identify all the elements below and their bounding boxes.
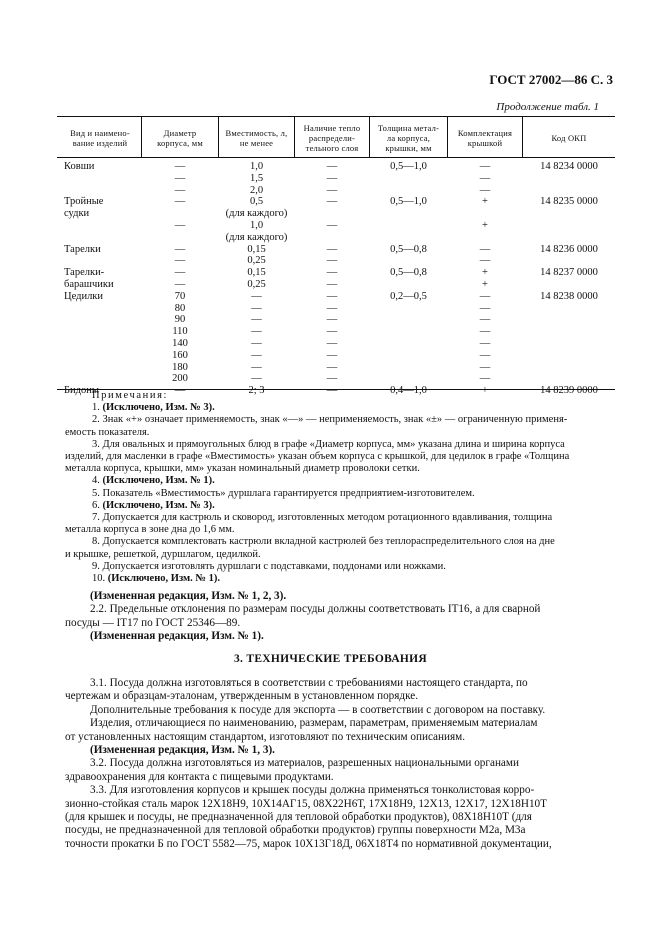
- table-column-name: Ковши Тройные судки Тарелки Тарелки- барашчики Цедилки Бидоны: [64, 161, 114, 397]
- paragraph-3-1-products-cont: от установленных настоящим стандартом, изготовляют по техническим описаниям.: [65, 730, 466, 743]
- table-column-okp-code: 14 8234 0000 14 8235 0000 14 8236 0000 14 8237 0000 14 8238 0000 14 8239 0000: [540, 161, 598, 397]
- page-header: ГОСТ 27002—86 С. 3: [489, 72, 613, 87]
- column-header-lid: Комплектация крышкой: [457, 128, 513, 148]
- note-3-cont2: металла корпуса, крышки, мм» указан номинальный диаметр проволоки сетки.: [65, 463, 420, 475]
- note-8: 8. Допускается комплектовать кастрюли вкладной кастрюлей без теплораспределительного слоя на дне: [92, 536, 555, 548]
- edit-note-2: (Измененная редакция, Изм. № 1).: [90, 630, 264, 643]
- header-divider: [57, 157, 615, 158]
- column-header-diameter: Диаметр корпуса, мм: [157, 128, 203, 148]
- paragraph-3-2: 3.2. Посуда должна изготовляться из материалов, разрешенных национальными органами: [90, 757, 519, 770]
- note-7-cont: металла корпуса в зоне дна до 1,6 мм.: [65, 524, 235, 536]
- paragraph-2-2-cont: посуды — IT17 по ГОСТ 25346—89.: [65, 616, 241, 629]
- paragraph-3-3-cont1: зионно-стойкая сталь марок 12Х18Н9, 10Х14АГ15, 08Х22Н6Т, 17Х18Н9, 12Х13, 12Х17, 12Х18Н10Т: [65, 797, 547, 810]
- paragraph-3-1-extra: Дополнительные требования к посуде для экспорта — в соответствии с договором на поставку.: [90, 703, 546, 716]
- paragraph-3-2-cont: здравоохранения для контакта с пищевыми продуктами.: [65, 770, 334, 783]
- paragraph-3-1: 3.1. Посуда должна изготовляться в соответствии с требованиями настоящего стандарта, по: [90, 677, 528, 689]
- section-3-title: 3. ТЕХНИЧЕСКИЕ ТРЕБОВАНИЯ: [233, 653, 428, 665]
- table-column-lid: — — — + + — — + + — — — — — — — — +: [479, 161, 491, 397]
- note-2-cont: емость показателя.: [65, 426, 150, 438]
- column-header-heat-layer: Наличие тепло распредели- тельного слоя: [303, 123, 361, 153]
- note-10: 10. (Исключено, Изм. № 1).: [92, 573, 220, 585]
- notes-heading: Примечания:: [92, 390, 169, 401]
- table-column-heat-layer: — — — — — — — — — — — — — — — — — —: [326, 161, 338, 397]
- note-1: 1. (Исключено, Изм. № 3).: [92, 402, 215, 414]
- paragraph-3-3: 3.3. Для изготовления корпусов и крышек посуды должна применяться тонколистовая корро-: [90, 784, 535, 797]
- section-3-block: [65, 677, 612, 851]
- note-4: 4. (Исключено, Изм. № 1).: [92, 475, 215, 487]
- edit-note-3: (Измененная редакция, Изм. № 1, 3).: [90, 744, 275, 757]
- paragraph-3-1-products: Изделия, отличающиеся по наименованию, размерам, параметрам, применяемым материалам: [90, 717, 538, 730]
- note-6: 6. (Исключено, Изм. № 3).: [92, 499, 215, 511]
- note-2: 2. Знак «+» означает применяемость, знак «—» — неприменяемость, знак «±» — ограниченную применя-: [92, 414, 568, 426]
- note-8-cont: и крышке, решеткой, дуршлагом, цедилкой.: [65, 548, 261, 560]
- note-3: 3. Для овальных и прямоугольных блюд в графе «Диаметр корпуса, мм» указана длина и ширина корпуса: [92, 438, 565, 450]
- paragraph-2-2: 2.2. Предельные отклонения по размерам посуды должны соответствовать IT16, а для сварной: [90, 603, 541, 616]
- note-9: 9. Допускается изготовлять дуршлаги с подставками, поддонами или ножками.: [92, 560, 446, 572]
- column-header-okp-code: Код ОКП: [551, 133, 587, 143]
- edit-note-1: (Измененная редакция, Изм. № 1, 2, 3).: [90, 590, 287, 602]
- paragraph-3-3-cont4: точности прокатки Б по ГОСТ 5582—75, марок 10Х13Г18Д, 06Х18Т4 по нормативной документации,: [65, 837, 552, 850]
- table-continuation-label: Продолжение табл. 1: [496, 101, 599, 113]
- paragraph-3-3-cont2: (для крышек и посуды, не предназначенной для тепловой обработки продуктов), 08Х18Н10Т (для: [65, 811, 532, 824]
- column-header-volume: Вместимость, л, не менее: [225, 128, 288, 148]
- paragraph-3-3-cont3: посуды, не предназначенной для тепловой обработки продуктов) группы поверхности М2а, М3а: [65, 824, 526, 837]
- paragraph-3-1-cont: чертежам и образцам-эталонам, утвержденным в установленном порядке.: [65, 690, 419, 703]
- table-column-volume: 1,0 1,5 2,0 0,5 (для каждого) 1,0 (для каждого) 0,15 0,25 0,15 0,25 — — — — — — — — 2; 3: [225, 161, 288, 397]
- column-header-name: Вид и наимено- вание изделий: [70, 128, 130, 148]
- section-2-block: [65, 590, 612, 644]
- table-column-diameter: — — — — — — — — — 70 80 90 110 140 160 180 200 —: [172, 161, 188, 397]
- table-notes: [65, 390, 612, 585]
- note-5: 5. Показатель «Вместимость» дуршлага гарантируется предприятием-изготовителем.: [92, 487, 475, 499]
- column-header-thickness: Толщина метал- ла корпуса, крышки, мм: [377, 123, 440, 153]
- note-3-cont: изделий, для масленки в графе «Вместимость» указан объем корпуса с крышкой, для цедилок в графе «Толщина: [65, 451, 570, 463]
- table-column-thickness: 0,5—1,0 0,5—1,0 0,5—0,8 0,5—0,8 0,2—0,5 0,4—1,0: [390, 161, 427, 397]
- note-7: 7. Допускается для кастрюль и сковород, изготовленных методом ротационного вдавливания, толщина: [92, 512, 553, 524]
